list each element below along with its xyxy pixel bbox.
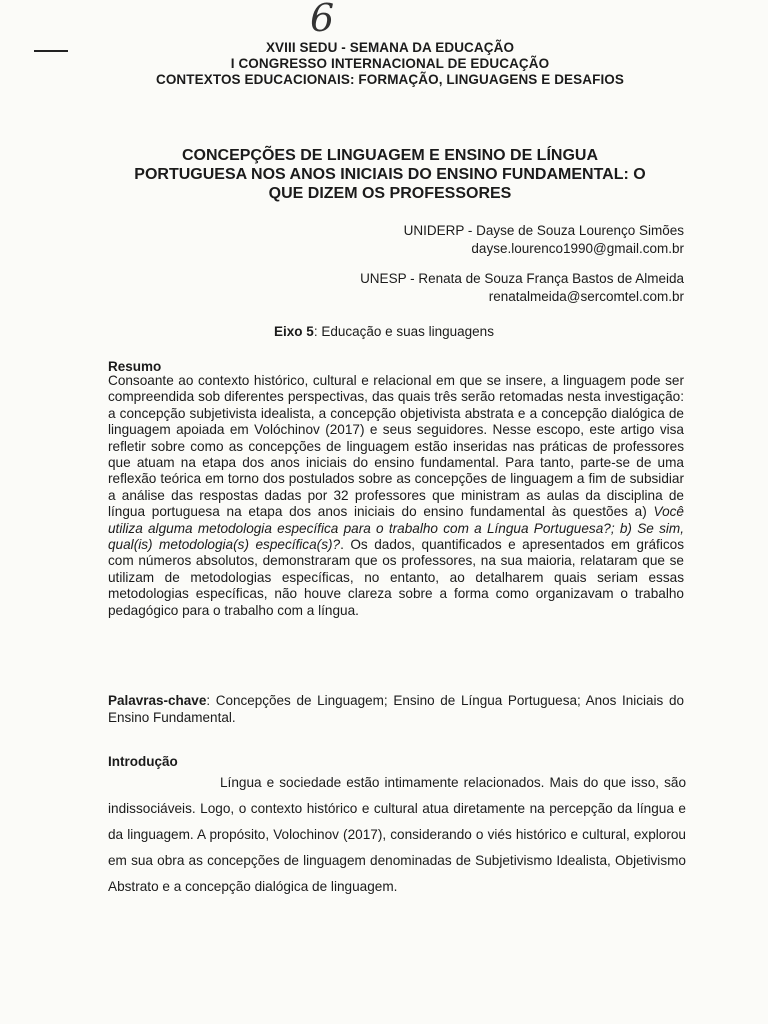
author-block-2 — [360, 270, 684, 306]
author-block-1 — [404, 222, 684, 258]
event-header-line-1: XVIII SEDU - SEMANA DA EDUCAÇÃO — [265, 40, 515, 55]
keywords-label: Palavras-chave — [108, 693, 207, 708]
event-header — [90, 40, 690, 88]
handwritten-page-number: 6 — [310, 0, 335, 40]
axis-text: : Educação e suas linguagens — [313, 324, 494, 339]
author-2-email: renatalmeida@sercomtel.com.br — [488, 289, 684, 304]
event-header-line-3: CONTEXTOS EDUCACIONAIS: FORMAÇÃO, LINGUAGENS E DESAFIOS — [155, 72, 625, 87]
keywords-text: : Concepções de Linguagem; Ensino de Língua Portuguesa; Anos Iniciais do Ensino Fundamental. — [108, 693, 684, 725]
abstract-body — [108, 373, 684, 619]
paper-title-line-1: CONCEPÇÕES DE LINGUAGEM E ENSINO DE LÍNGUA — [181, 147, 599, 164]
event-header-line-2: I CONGRESSO INTERNACIONAL DE EDUCAÇÃO — [230, 56, 550, 71]
author-2-name: UNESP - Renata de Souza França Bastos de Almeida — [360, 271, 684, 286]
author-1-email: dayse.lourenco1990@gmail.com.br — [471, 241, 684, 256]
paper-title-line-2: PORTUGUESA NOS ANOS INICIAIS DO ENSINO FUNDAMENTAL: O — [134, 166, 646, 183]
paper-title — [80, 146, 700, 203]
abstract-text-part-1: Consoante ao contexto histórico, cultural e relacional em que se insere, a linguagem pode ser compreendida sob diferentes perspectivas, das quais três serão retomadas nesta investigação: a concepção subjetivista idealista, a concepção objetivista abstrata e a concepção dialógica de linguagem apoiada em Volóchinov (2017) e seus seguidores. Nesse escopo, este artigo visa refletir sobre como as concepções de linguagem estão inseridas nas práticas de professores que atuam na etapa dos anos iniciais do ensino fundamental. Para tanto, parte-se de uma reflexão teórica em torno dos postulados sobre as concepções de linguagem a fim de subsidiar a análise das respostas dadas por 32 professores que ministram as aulas da disciplina de língua portuguesa na etapa dos anos iniciais do ensino fundamental às questões a) — [108, 373, 684, 520]
introduction-paragraph: Língua e sociedade estão intimamente relacionados. Mais do que isso, são indissociáveis. Logo, o contexto histórico e cultural atua diretamente na percepção da língua e da linguagem. A propósito, Volochinov (2017), considerando o viés histórico e cultural, explorou em sua obra as concepções de linguagem denominadas de Subjetivismo Idealista, Objetivismo Abstrato e a concepção dialógica de linguagem. — [108, 775, 686, 894]
abstract-questions: Você utiliza alguma metodologia específica para o trabalho com a Língua Portuguesa?; b) Se sim, qual(is) metodologia(s) específica(s)? — [108, 504, 684, 553]
introduction-heading: Introdução — [108, 754, 178, 769]
paper-title-line-3: QUE DIZEM OS PROFESSORES — [268, 185, 512, 202]
abstract-text-part-2: . Os dados, quantificados e apresentados em gráficos com números absolutos, demonstraram que os professores, na sua maioria, relataram que se utilizam de metodologias específicas, no entanto, ao detalharem quais seriam essas metodologias específicas, não houve clareza sobre a forma como organizavam o trabalho pedagógico para o trabalho com a língua. — [108, 537, 684, 618]
abstract-heading: Resumo — [108, 359, 162, 374]
margin-dash — [34, 50, 68, 52]
thematic-axis — [0, 324, 768, 339]
author-1-name: UNIDERP - Dayse de Souza Lourenço Simões — [403, 223, 684, 238]
axis-label: Eixo 5 — [274, 324, 314, 339]
keywords — [108, 692, 684, 726]
